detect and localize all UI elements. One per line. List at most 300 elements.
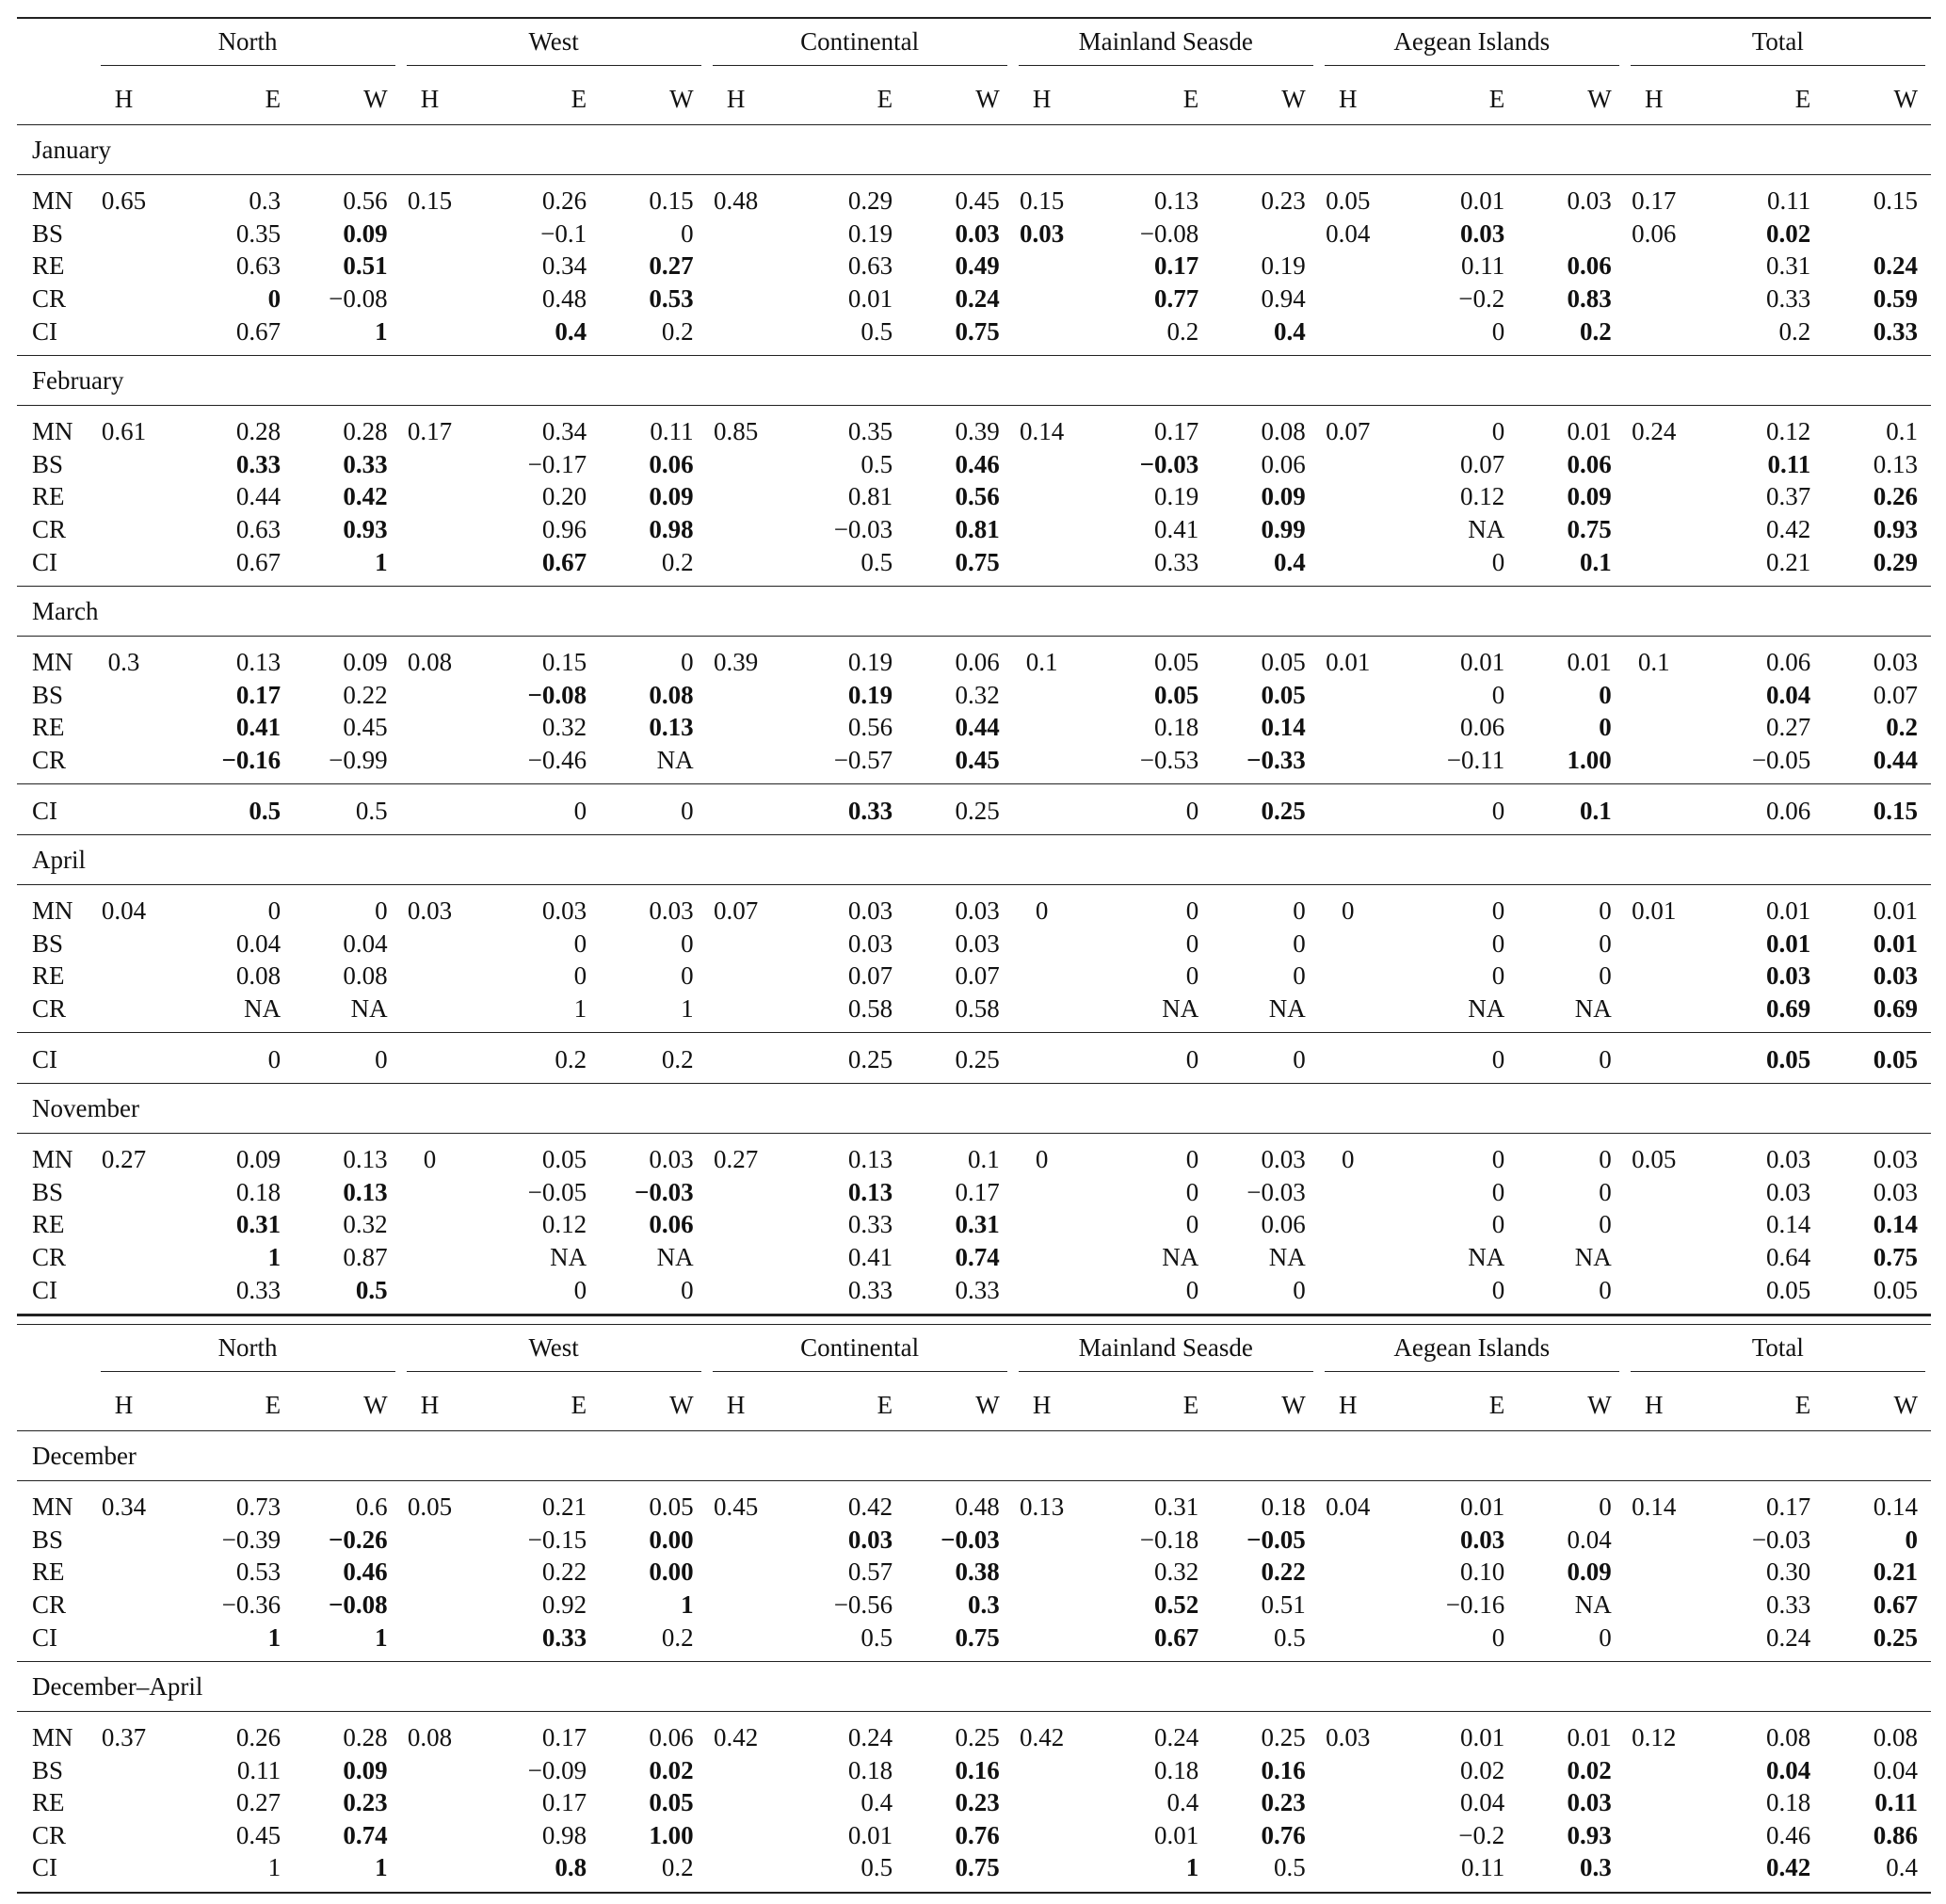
table-cell: −0.33 bbox=[1246, 746, 1306, 775]
table-cell: 0.25 bbox=[765, 1033, 907, 1084]
table-cell: 0.14 bbox=[1766, 1210, 1811, 1239]
table-cell bbox=[401, 1819, 459, 1852]
sub-header-w: W bbox=[1893, 85, 1918, 113]
table-cell: 0.48 bbox=[955, 1493, 1000, 1522]
table-cell: 0 bbox=[1035, 1145, 1049, 1174]
table-cell bbox=[707, 218, 765, 250]
region-header bbox=[401, 1325, 707, 1380]
table-cell: 0.11 bbox=[236, 1755, 281, 1784]
table-cell: 0.12 bbox=[1766, 417, 1811, 446]
table-cell: 0.5 bbox=[1273, 1622, 1306, 1652]
table-cell bbox=[1625, 480, 1683, 513]
region-name: Aegean Islands bbox=[1325, 25, 1619, 66]
table-cell: 0.45 bbox=[235, 1820, 281, 1849]
table-cell: 0 bbox=[1377, 784, 1519, 835]
table-cell bbox=[1319, 545, 1377, 586]
table-cell: 0.03 bbox=[1766, 961, 1811, 991]
table-cell: 0.69 bbox=[1873, 993, 1918, 1023]
table-cell bbox=[1013, 1273, 1071, 1315]
table-cell: 0.2 bbox=[1886, 713, 1918, 742]
table-cell: 0.06 bbox=[955, 648, 1000, 677]
table-cell: 0 bbox=[1599, 1493, 1612, 1522]
corner-cell bbox=[17, 1325, 95, 1380]
table-cell: 0.01 bbox=[1766, 896, 1811, 926]
table-cell: 0.04 bbox=[1766, 1755, 1811, 1784]
table-row bbox=[17, 1711, 1931, 1753]
table-cell: −0.03 bbox=[635, 1177, 694, 1206]
table-cell: 0.07 bbox=[1873, 680, 1918, 709]
table-cell bbox=[707, 960, 765, 992]
table-cell: −0.1 bbox=[540, 218, 587, 248]
table-cell bbox=[1319, 1851, 1377, 1893]
table-cell bbox=[1625, 928, 1683, 960]
table-cell: 0.24 bbox=[847, 1723, 893, 1752]
table-row bbox=[17, 1241, 1931, 1274]
table-cell bbox=[1319, 1556, 1377, 1589]
table-cell: −0.16 bbox=[221, 746, 281, 775]
table-cell: 0 bbox=[1185, 961, 1199, 991]
table-cell: 0.05 bbox=[1824, 1033, 1931, 1084]
table-cell: −0.03 bbox=[1246, 1177, 1306, 1206]
table-cell: 0 bbox=[1599, 1177, 1612, 1206]
table-cell: 0.86 bbox=[1873, 1820, 1918, 1849]
table-cell bbox=[401, 315, 459, 355]
table-cell: 0.03 bbox=[1873, 1145, 1918, 1174]
sub-header-w: W bbox=[1281, 1390, 1306, 1419]
table-cell: 0.06 bbox=[1683, 784, 1825, 835]
table-cell: 0.27 bbox=[713, 1145, 759, 1174]
table-cell: −0.16 bbox=[1445, 1589, 1505, 1619]
table-cell: 0 bbox=[600, 1273, 707, 1315]
table-cell: 0.74 bbox=[343, 1820, 388, 1849]
table-cell: 0.57 bbox=[847, 1557, 893, 1587]
table-row bbox=[17, 480, 1931, 513]
table-cell: 0.07 bbox=[1460, 449, 1505, 478]
table-cell bbox=[707, 315, 765, 355]
table-cell: 0 bbox=[375, 896, 388, 926]
table-cell: 0.13 bbox=[1020, 1493, 1065, 1522]
table-row bbox=[17, 1753, 1931, 1786]
sub-header-e: E bbox=[265, 1390, 281, 1419]
table-cell bbox=[1013, 960, 1071, 992]
table-cell bbox=[95, 1033, 153, 1084]
table-cell: 0 bbox=[1599, 713, 1612, 742]
table-cell: 0.41 bbox=[235, 713, 281, 742]
table-cell bbox=[95, 315, 153, 355]
table-cell bbox=[707, 282, 765, 315]
table-cell: −0.2 bbox=[1458, 1820, 1505, 1849]
table-cell: 0.15 bbox=[1873, 186, 1918, 216]
table-cell: 0.65 bbox=[101, 186, 147, 216]
table-cell bbox=[1013, 250, 1071, 282]
table-cell: 0.08 bbox=[407, 1723, 453, 1752]
table-cell: 0.15 bbox=[541, 648, 587, 677]
table-row bbox=[17, 992, 1931, 1033]
row-label: BS bbox=[32, 449, 64, 478]
table-cell bbox=[1625, 1208, 1683, 1241]
table-cell: 0 bbox=[1491, 547, 1505, 576]
table-row bbox=[17, 218, 1931, 250]
table-cell: 0.32 bbox=[1153, 1557, 1199, 1587]
region-header bbox=[1625, 18, 1931, 73]
table-cell: 0.33 bbox=[153, 1273, 294, 1315]
table-body bbox=[17, 125, 1931, 1315]
table-cell: −0.36 bbox=[221, 1589, 281, 1619]
sub-header-h: H bbox=[420, 85, 440, 113]
table-row bbox=[17, 1851, 1931, 1893]
table-cell: 1 bbox=[681, 1589, 694, 1619]
sub-header-e: E bbox=[571, 85, 587, 113]
table-cell bbox=[1319, 1753, 1377, 1786]
table-cell: 0.05 bbox=[407, 1493, 453, 1522]
table-cell: 0 bbox=[1599, 1210, 1612, 1239]
corner-cell bbox=[17, 1380, 95, 1431]
table-cell: 0.10 bbox=[1460, 1557, 1505, 1587]
row-label: BS bbox=[32, 218, 64, 248]
table-cell: 0.75 bbox=[1567, 515, 1612, 544]
table-cell: 0.76 bbox=[1261, 1820, 1306, 1849]
table-cell bbox=[1013, 1556, 1071, 1589]
table-cell: 0.19 bbox=[1153, 482, 1199, 511]
table-cell: 0.12 bbox=[1460, 482, 1505, 511]
table-cell: 0.17 bbox=[407, 417, 453, 446]
table-cell: 1 bbox=[294, 1851, 401, 1893]
table-cell: 0.75 bbox=[1873, 1242, 1918, 1271]
region-name: North bbox=[101, 25, 395, 66]
table-cell: 0.00 bbox=[649, 1525, 694, 1554]
table-cell bbox=[1013, 545, 1071, 586]
table-cell: 0 bbox=[573, 928, 587, 958]
table-cell: 0.45 bbox=[713, 1493, 759, 1522]
table-cell: −0.26 bbox=[328, 1525, 388, 1554]
table-cell: 0.35 bbox=[847, 417, 893, 446]
table-cell bbox=[95, 1175, 153, 1208]
table-cell bbox=[1013, 1753, 1071, 1786]
table-row bbox=[17, 884, 1931, 927]
table-cell: 0.06 bbox=[1567, 449, 1612, 478]
table-cell: 0.03 bbox=[1567, 1788, 1612, 1817]
table-cell bbox=[1319, 1589, 1377, 1622]
table-cell: 0 bbox=[423, 1145, 437, 1174]
region-header bbox=[1319, 1325, 1625, 1380]
table-cell: 0.08 bbox=[235, 961, 281, 991]
row-label: MN bbox=[32, 417, 73, 446]
table-cell: 0.17 bbox=[1632, 186, 1677, 216]
row-label: RE bbox=[32, 1788, 65, 1817]
table-cell bbox=[95, 1589, 153, 1622]
table-cell bbox=[1625, 1589, 1683, 1622]
table-cell: 0.53 bbox=[235, 1557, 281, 1587]
sub-header-h: H bbox=[1644, 1390, 1664, 1419]
table-cell: 0.31 bbox=[235, 1210, 281, 1239]
table-cell: 0.09 bbox=[235, 1145, 281, 1174]
table-cell: 0.17 bbox=[541, 1788, 587, 1817]
table-cell: 0.33 bbox=[1766, 1589, 1811, 1619]
table-cell: 0.5 bbox=[860, 547, 893, 576]
table-cell: 0.26 bbox=[541, 186, 587, 216]
table-cell bbox=[95, 1819, 153, 1852]
table-cell: 0.1 bbox=[967, 1145, 1000, 1174]
table-cell bbox=[1319, 282, 1377, 315]
table-cell: 0 bbox=[1491, 417, 1505, 446]
table-cell: 0.3 bbox=[1518, 1851, 1625, 1893]
table-cell: 0 bbox=[1491, 680, 1505, 709]
table-cell: 0.13 bbox=[235, 648, 281, 677]
table-cell: 0.05 bbox=[649, 1493, 694, 1522]
table-cell: 0.03 bbox=[847, 896, 893, 926]
table-cell: 0.33 bbox=[343, 449, 388, 478]
table-cell bbox=[1319, 960, 1377, 992]
table-cell: NA bbox=[1574, 1242, 1612, 1271]
table-cell: NA bbox=[1162, 993, 1199, 1023]
table-cell: 0.14 bbox=[1261, 713, 1306, 742]
table-cell: 0.24 bbox=[1632, 417, 1677, 446]
section-title: December bbox=[32, 1441, 137, 1470]
table-cell: NA bbox=[656, 746, 694, 775]
table-cell: 0 bbox=[1212, 1273, 1319, 1315]
table-cell: 0.13 bbox=[1153, 186, 1199, 216]
table-cell: −0.57 bbox=[833, 746, 893, 775]
sub-header-w: W bbox=[669, 1390, 694, 1419]
table-cell: 0.07 bbox=[955, 961, 1000, 991]
table-cell: 0.33 bbox=[541, 1622, 587, 1652]
table-cell: 0.67 bbox=[235, 316, 281, 346]
table-cell: 0.03 bbox=[649, 1145, 694, 1174]
table-cell: 0.04 bbox=[235, 928, 281, 958]
table-cell: 0.26 bbox=[1873, 482, 1918, 511]
table-cell: 0.67 bbox=[235, 547, 281, 576]
table-cell: 0.33 bbox=[235, 449, 281, 478]
table-row bbox=[17, 1819, 1931, 1852]
table-cell bbox=[707, 1208, 765, 1241]
table-cell bbox=[1625, 711, 1683, 744]
table-row bbox=[17, 928, 1931, 960]
table-cell bbox=[1013, 480, 1071, 513]
table-cell: 0.56 bbox=[343, 186, 388, 216]
table-cell bbox=[1319, 1786, 1377, 1819]
table-cell: 0.18 bbox=[1766, 1788, 1811, 1817]
table-cell: 0 bbox=[1185, 1145, 1199, 1174]
table-cell bbox=[1319, 1033, 1377, 1084]
table-cell bbox=[1319, 679, 1377, 712]
sub-header-e: E bbox=[1488, 1390, 1505, 1419]
table-cell: 0.25 bbox=[955, 1723, 1000, 1752]
table-cell: 0.03 bbox=[1766, 1177, 1811, 1206]
table-cell bbox=[95, 218, 153, 250]
sub-header-h: H bbox=[114, 85, 134, 113]
table-cell: 0.31 bbox=[1153, 1493, 1199, 1522]
table-cell: 0.04 bbox=[1873, 1755, 1918, 1784]
table-cell: 0.98 bbox=[541, 1820, 587, 1849]
table-cell bbox=[401, 679, 459, 712]
table-cell: 0.13 bbox=[343, 1177, 388, 1206]
table-cell: 0.08 bbox=[343, 961, 388, 991]
table-cell: 0.28 bbox=[343, 417, 388, 446]
table-cell: 0.15 bbox=[1020, 186, 1065, 216]
table-cell: 0.06 bbox=[649, 1210, 694, 1239]
table-cell bbox=[1625, 784, 1683, 835]
table-cell: −0.05 bbox=[1751, 746, 1811, 775]
table-cell bbox=[401, 545, 459, 586]
row-label: BS bbox=[32, 680, 64, 709]
table-cell bbox=[1625, 545, 1683, 586]
table-cell bbox=[95, 282, 153, 315]
sub-header-row bbox=[17, 73, 1931, 125]
sub-header-h: H bbox=[114, 1390, 134, 1419]
table-cell: 0.01 bbox=[1460, 1493, 1505, 1522]
sub-header-h: H bbox=[1032, 85, 1052, 113]
table-cell: 0.01 bbox=[847, 1820, 893, 1849]
table-cell bbox=[707, 1621, 765, 1661]
table-row bbox=[17, 1273, 1931, 1315]
table-cell: 0 bbox=[681, 648, 694, 677]
table-cell: 0.52 bbox=[1153, 1589, 1199, 1619]
table-cell: −0.03 bbox=[1751, 1525, 1811, 1554]
table-cell: 0.93 bbox=[1873, 515, 1918, 544]
row-label: CR bbox=[32, 1820, 67, 1849]
table-cell: 0 bbox=[1491, 316, 1505, 346]
table-cell: 0.59 bbox=[1873, 284, 1918, 314]
table-cell: 0.19 bbox=[847, 218, 893, 248]
table-cell: NA bbox=[244, 993, 281, 1023]
section-title-row bbox=[17, 1083, 1931, 1133]
table-cell: 0.31 bbox=[955, 1210, 1000, 1239]
table-cell bbox=[1319, 744, 1377, 784]
table-cell: 0.34 bbox=[541, 251, 587, 281]
table-cell: 0 bbox=[1071, 784, 1213, 835]
table-cell: 0.25 bbox=[906, 784, 1013, 835]
row-label: BS bbox=[32, 928, 64, 958]
table-cell: 0.07 bbox=[847, 961, 893, 991]
table-cell: 0.69 bbox=[1766, 993, 1811, 1023]
table-cell: 0.93 bbox=[343, 515, 388, 544]
table-cell: 0.01 bbox=[1766, 928, 1811, 958]
table-cell: 0.48 bbox=[713, 186, 759, 216]
section-title-row bbox=[17, 1430, 1931, 1480]
table-cell: 0.13 bbox=[1873, 449, 1918, 478]
region-name: North bbox=[101, 1331, 395, 1372]
sub-header-e: E bbox=[1794, 1390, 1811, 1419]
table-cell: 0.15 bbox=[1824, 784, 1931, 835]
table-cell: 0.39 bbox=[955, 417, 1000, 446]
table-cell: 0.04 bbox=[1766, 680, 1811, 709]
table-header bbox=[17, 18, 1931, 125]
table-cell: −0.08 bbox=[527, 680, 587, 709]
table-cell bbox=[1319, 1241, 1377, 1274]
region-name: West bbox=[407, 25, 701, 66]
table-cell bbox=[1013, 1621, 1071, 1661]
table-cell bbox=[401, 1786, 459, 1819]
table-cell: 0.46 bbox=[1766, 1820, 1811, 1849]
sub-header-w: W bbox=[1893, 1390, 1918, 1419]
table-cell: 0.93 bbox=[1567, 1820, 1612, 1849]
table-cell bbox=[401, 1241, 459, 1274]
table-cell bbox=[95, 1241, 153, 1274]
row-label: CR bbox=[32, 515, 67, 544]
table-cell: 0 bbox=[1071, 1033, 1213, 1084]
table-cell: 0.03 bbox=[1873, 1177, 1918, 1206]
table-cell: 0 bbox=[294, 1033, 401, 1084]
table-cell: 0.03 bbox=[1326, 1723, 1371, 1752]
table-cell: 0.01 bbox=[1567, 417, 1612, 446]
table-cell bbox=[1625, 315, 1683, 355]
table-cell: 0.17 bbox=[1153, 251, 1199, 281]
section-title: January bbox=[32, 136, 111, 164]
table-cell: 0.4 bbox=[1824, 1851, 1931, 1893]
table-cell: 0.75 bbox=[906, 1851, 1013, 1893]
table-cell: 0.03 bbox=[1261, 1145, 1306, 1174]
region-header bbox=[95, 1325, 401, 1380]
table-cell: 0.18 bbox=[1153, 713, 1199, 742]
table-row bbox=[17, 1033, 1931, 1084]
table-cell: 0.01 bbox=[1567, 1723, 1612, 1752]
table-cell bbox=[1013, 315, 1071, 355]
table-cell: 0 bbox=[1185, 928, 1199, 958]
region-name: Aegean Islands bbox=[1325, 1331, 1619, 1372]
table-cell: 0.2 bbox=[661, 547, 694, 576]
table-row bbox=[17, 1208, 1931, 1241]
table-cell: 0 bbox=[1491, 1145, 1505, 1174]
region-header bbox=[401, 18, 707, 73]
table-cell: 0.17 bbox=[1153, 417, 1199, 446]
table-cell bbox=[1625, 1786, 1683, 1819]
region-header bbox=[1013, 1325, 1319, 1380]
table-cell bbox=[1319, 928, 1377, 960]
table-cell bbox=[95, 1556, 153, 1589]
table-cell bbox=[1319, 250, 1377, 282]
table-cell: 0.2 bbox=[458, 1033, 600, 1084]
table-cell bbox=[707, 1175, 765, 1208]
table-cell: NA bbox=[656, 1242, 694, 1271]
table-cell: 0.05 bbox=[1824, 1273, 1931, 1315]
table-cell: 0.1 bbox=[1637, 648, 1670, 677]
table-cell: 0.3 bbox=[967, 1589, 1000, 1619]
table-cell: 0.48 bbox=[541, 284, 587, 314]
table-cell: 0.2 bbox=[661, 1622, 694, 1652]
table-cell: 0.16 bbox=[1261, 1755, 1306, 1784]
table-cell: 1 bbox=[375, 547, 388, 576]
table-cell bbox=[95, 1523, 153, 1556]
table-cell: 1 bbox=[267, 1242, 281, 1271]
table-cell: 0.5 bbox=[765, 1851, 907, 1893]
table-cell: 0.21 bbox=[1766, 547, 1811, 576]
corner-cell bbox=[17, 18, 95, 73]
table-cell: 0.13 bbox=[847, 1145, 893, 1174]
table-cell: 0.03 bbox=[955, 218, 1000, 248]
table-cell bbox=[1625, 1175, 1683, 1208]
table-cell: 0.61 bbox=[101, 417, 147, 446]
table-cell bbox=[401, 928, 459, 960]
data-table-2 bbox=[17, 1325, 1931, 1894]
table-cell: 0.01 bbox=[1460, 1723, 1505, 1752]
table-cell: 0.45 bbox=[343, 713, 388, 742]
table-cell bbox=[707, 992, 765, 1033]
table-cell: 0.25 bbox=[1873, 1622, 1918, 1652]
sub-header-e: E bbox=[1182, 85, 1199, 113]
table-cell bbox=[1625, 513, 1683, 546]
row-label: CI bbox=[32, 1622, 57, 1652]
table-cell bbox=[95, 545, 153, 586]
table-cell: NA bbox=[1574, 1589, 1612, 1619]
table-cell bbox=[1319, 315, 1377, 355]
table-cell bbox=[707, 928, 765, 960]
table-cell: 0.04 bbox=[1567, 1525, 1612, 1554]
sub-header-w: W bbox=[1587, 1390, 1612, 1419]
table-cell: 0.6 bbox=[355, 1493, 388, 1522]
table-cell: 0.37 bbox=[101, 1723, 147, 1752]
table-cell: 0.67 bbox=[1153, 1622, 1199, 1652]
table-cell: 0.4 bbox=[1166, 1788, 1199, 1817]
